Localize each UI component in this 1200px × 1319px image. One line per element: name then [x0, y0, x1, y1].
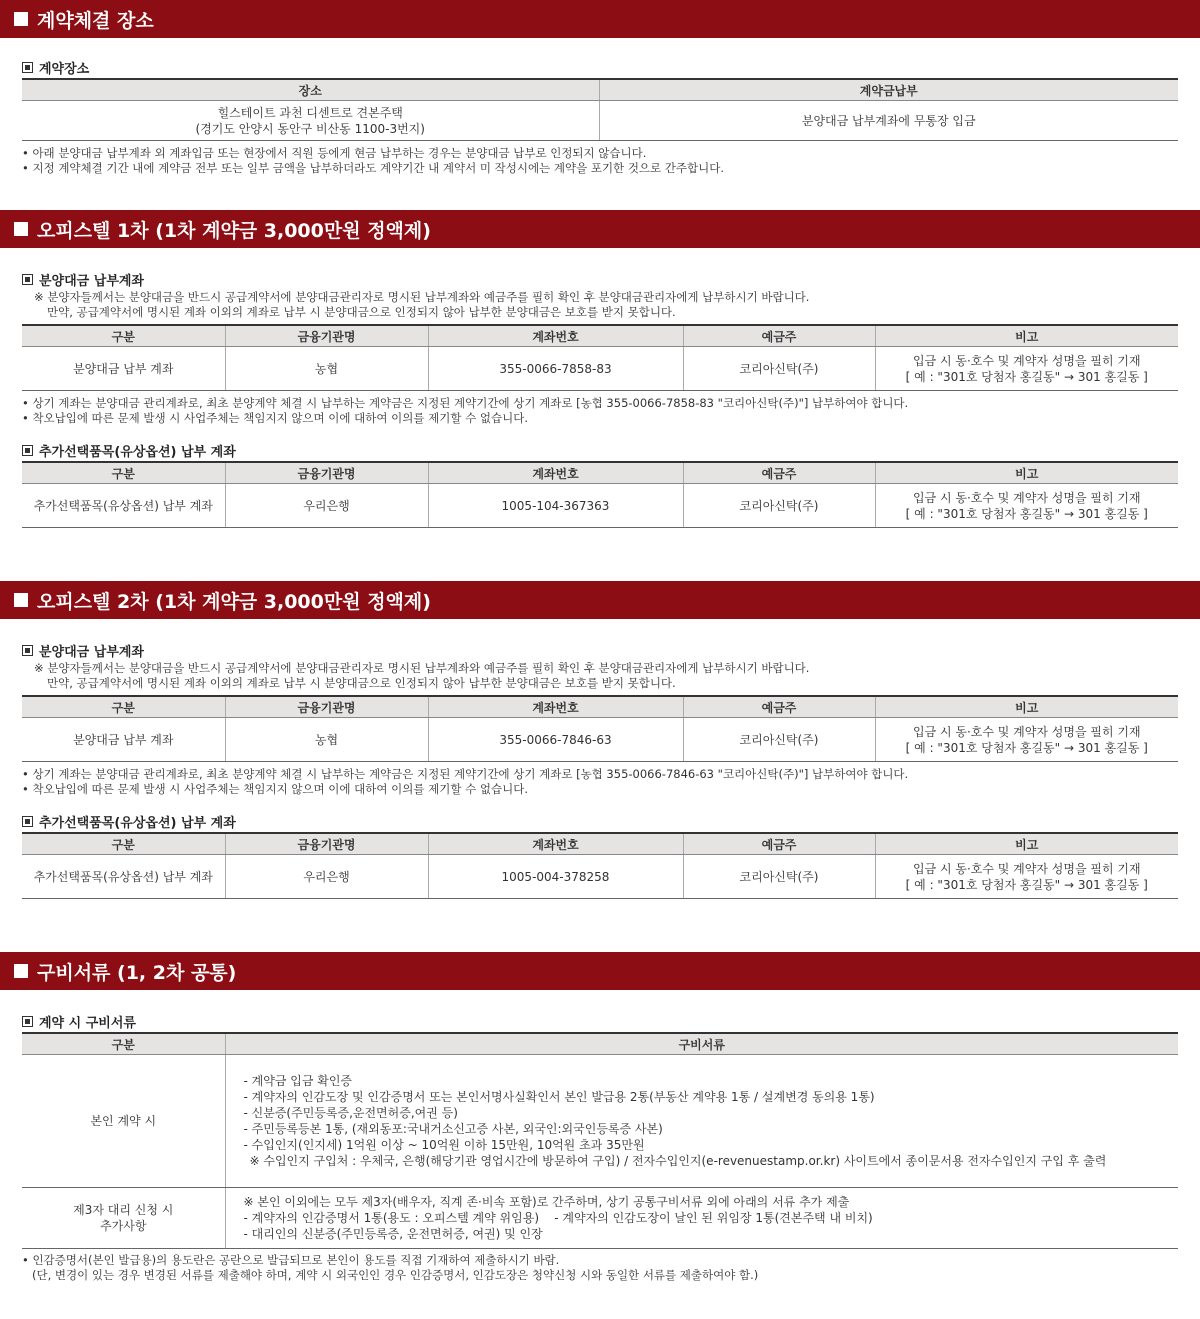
square-icon — [14, 12, 28, 26]
account-table — [22, 695, 1178, 762]
square-icon — [14, 964, 28, 978]
table-row — [22, 1188, 1178, 1249]
bullet-subtext: (단, 변경이 있는 경우 변경된 서류를 제출해야 하며, 계약 시 외국인인 경우 인감증명서, 인감도장은 청약신청 시와 동일한 서류를 제출하여야 함.) — [32, 1268, 759, 1282]
table-header: 계좌번호 — [428, 833, 683, 855]
section-title: 구비서류 (1, 2차 공통) — [37, 961, 237, 984]
bank-cell: 농협 — [225, 718, 428, 762]
table-header: 구분 — [22, 325, 225, 347]
remark-line: [ 예 : "301호 당첨자 홍길동" → 301 홍길동 ] — [905, 506, 1148, 521]
sub-heading-label: 분양대금 납부계좌 — [39, 644, 144, 660]
remark-cell — [875, 347, 1178, 391]
table-header: 구분 — [22, 833, 225, 855]
table-row — [22, 484, 1178, 528]
document-item: ※ 수입인지 구입처 : 우체국, 은행(해당기관 영업시간에 방문하여 구입) / 전자수입인지(e-revenuestamp.or.kr) 사이트에서 종이문서용 전자수입인지 구입 후 출력 — [249, 1154, 1107, 1168]
section-required-documents — [0, 952, 1200, 1283]
bullet-list — [22, 396, 1200, 426]
section-title: 오피스텔 1차 (1차 계약금 3,000만원 정액제) — [37, 219, 431, 242]
checkbox-icon — [22, 816, 33, 827]
remark-line: 입금 시 동·호수 및 계약자 성명을 필히 기재 — [912, 353, 1141, 368]
type-cell: 본인 계약 시 — [22, 1055, 225, 1188]
holder-cell: 코리아신탁(주) — [683, 718, 875, 762]
bullet-item: • 지정 계약체결 기간 내에 계약금 전부 또는 일부 금액을 납부하더라도 계약기간 내 계약서 미 작성시에는 계약을 포기한 것으로 간주합니다. — [22, 161, 1200, 176]
checkbox-icon — [22, 62, 33, 73]
document-item: ※ 본인 이외에는 모두 제3자(배우자, 직계 존·비속 포함)로 간주하며, 상기 공통구비서류 외에 아래의 서류 추가 제출 — [243, 1195, 850, 1209]
account-number-cell: 355-0066-7846-63 — [428, 718, 683, 762]
section-officetel-2 — [0, 581, 1200, 899]
table-header: 계좌번호 — [428, 325, 683, 347]
table-header: 비고 — [875, 833, 1178, 855]
sub-heading-label: 추가선택품목(유상옵션) 납부 계좌 — [39, 815, 236, 831]
table-header: 예금주 — [683, 325, 875, 347]
place-address: (경기도 안양시 동안구 비산동 1100-3번지) — [195, 121, 425, 136]
document-item: - 계약금 입금 확인증 — [243, 1074, 353, 1088]
table-header: 계약금납부 — [599, 79, 1178, 101]
sub-heading-label: 계약장소 — [39, 61, 90, 77]
type-cell — [22, 1188, 225, 1249]
table-header: 구분 — [22, 462, 225, 484]
table-header: 예금주 — [683, 696, 875, 718]
type-cell: 분양대금 납부 계좌 — [22, 347, 225, 391]
notice-text: 만약, 공급계약서에 명시된 계좌 이외의 계좌로 납부 시 분양대금으로 인정되지 않아 납부한 분양대금은 보호를 받지 못합니다. — [47, 305, 676, 319]
remark-line: 입금 시 동·호수 및 계약자 성명을 필히 기재 — [912, 724, 1141, 739]
sub-heading-label: 계약 시 구비서류 — [39, 1015, 136, 1031]
option-account-table — [22, 461, 1178, 528]
table-header: 금융기관명 — [225, 325, 428, 347]
table-header: 비고 — [875, 325, 1178, 347]
bullet-item: • 착오납입에 따른 문제 발생 시 사업주체는 책임지지 않으며 이에 대하여 이의를 제기할 수 없습니다. — [22, 782, 1200, 797]
document-item: - 대리인의 신분증(주민등록증, 운전면허증, 여권) 및 인장 — [243, 1227, 543, 1241]
notice-text: ※ 분양자들께서는 분양대금을 반드시 공급계약서에 분양대금관리자로 명시된 납부계좌와 예금주를 필히 확인 후 분양대금관리자에게 납부하시기 바랍니다. — [34, 661, 810, 675]
contract-place-table — [22, 78, 1178, 141]
account-number-cell: 355-0066-7858-83 — [428, 347, 683, 391]
table-row — [22, 347, 1178, 391]
section-header — [0, 581, 1200, 619]
documents-cell — [225, 1188, 1178, 1249]
bullet-item: • 아래 분양대금 납부계좌 외 계좌입금 또는 현장에서 직원 등에게 현금 납부하는 경우는 분양대금 납부로 인정되지 않습니다. — [22, 146, 1200, 161]
documents-cell — [225, 1055, 1178, 1188]
type-label: 제3자 대리 신청 시 — [73, 1203, 174, 1217]
table-header: 구분 — [22, 1033, 225, 1055]
document-item: - 계약자의 인감증명서 1통(용도 : 오피스텔 계약 위임용) - 계약자의 인감도장이 날인 된 위임장 1통(견본주택 내 비치) — [243, 1211, 873, 1225]
type-cell: 분양대금 납부 계좌 — [22, 718, 225, 762]
bank-cell: 농협 — [225, 347, 428, 391]
remark-cell — [875, 484, 1178, 528]
section-header — [0, 952, 1200, 990]
sub-heading — [22, 1012, 1200, 1030]
remark-line: [ 예 : "301호 당첨자 홍길동" → 301 홍길동 ] — [905, 740, 1148, 755]
account-number-cell: 1005-004-378258 — [428, 855, 683, 899]
documents-table — [22, 1032, 1178, 1249]
bank-cell: 우리은행 — [225, 855, 428, 899]
sub-heading — [22, 441, 1200, 459]
document-item: - 주민등록등본 1통, (재외동포:국내거소신고증 사본, 외국인:외국인등록증 사본) — [243, 1122, 663, 1136]
remark-cell — [875, 718, 1178, 762]
sub-heading-label: 분양대금 납부계좌 — [39, 273, 144, 289]
bullet-item: • 인감증명서(본인 발급용)의 용도란은 공란으로 발급되므로 본인이 용도를 직접 기재하여 제출하시기 바람. — [22, 1253, 1200, 1268]
section-title: 오피스텔 2차 (1차 계약금 3,000만원 정액제) — [37, 590, 431, 613]
document-item: - 계약자의 인감도장 및 인감증명서 또는 본인서명사실확인서 본인 발급용 2통(부동산 계약용 1통 / 설계변경 동의용 1통) — [243, 1090, 875, 1104]
section-header — [0, 0, 1200, 38]
place-cell — [22, 101, 599, 141]
notice-text: 만약, 공급계약서에 명시된 계좌 이외의 계좌로 납부 시 분양대금으로 인정되지 않아 납부한 분양대금은 보호를 받지 못합니다. — [47, 676, 676, 690]
remark-line: 입금 시 동·호수 및 계약자 성명을 필히 기재 — [912, 490, 1141, 505]
sub-heading — [22, 58, 1200, 76]
type-label: 추가사항 — [100, 1219, 147, 1233]
option-account-table — [22, 832, 1178, 899]
table-header: 예금주 — [683, 833, 875, 855]
checkbox-icon — [22, 1016, 33, 1027]
checkbox-icon — [22, 274, 33, 285]
bullet-item: • 착오납입에 따른 문제 발생 시 사업주체는 책임지지 않으며 이에 대하여 이의를 제기할 수 없습니다. — [22, 411, 1200, 426]
table-header: 구비서류 — [225, 1033, 1178, 1055]
remark-line: [ 예 : "301호 당첨자 홍길동" → 301 홍길동 ] — [905, 877, 1148, 892]
type-cell: 추가선택품목(유상옵션) 납부 계좌 — [22, 855, 225, 899]
payment-cell: 분양대금 납부계좌에 무통장 입금 — [599, 101, 1178, 141]
document-item: - 수입인지(인지세) 1억원 이상 ~ 10억원 이하 15만원, 10억원 초과 35만원 — [243, 1138, 645, 1152]
account-number-cell: 1005-104-367363 — [428, 484, 683, 528]
remark-line: [ 예 : "301호 당첨자 홍길동" → 301 홍길동 ] — [905, 369, 1148, 384]
sub-heading-label: 추가선택품목(유상옵션) 납부 계좌 — [39, 444, 236, 460]
table-header: 장소 — [22, 79, 599, 101]
section-officetel-1 — [0, 210, 1200, 528]
holder-cell: 코리아신탁(주) — [683, 347, 875, 391]
section-title: 계약체결 장소 — [37, 9, 154, 32]
table-row — [22, 718, 1178, 762]
table-header: 금융기관명 — [225, 833, 428, 855]
bullet-list — [22, 1253, 1200, 1283]
remark-cell — [875, 855, 1178, 899]
square-icon — [14, 593, 28, 607]
document-item: - 신분증(주민등록증,운전면허증,여권 등) — [243, 1106, 458, 1120]
bank-cell: 우리은행 — [225, 484, 428, 528]
table-header: 비고 — [875, 696, 1178, 718]
remark-line: 입금 시 동·호수 및 계약자 성명을 필히 기재 — [912, 861, 1141, 876]
sub-heading — [22, 812, 1200, 830]
square-icon — [14, 222, 28, 236]
table-header: 계좌번호 — [428, 696, 683, 718]
table-header: 금융기관명 — [225, 462, 428, 484]
table-header: 계좌번호 — [428, 462, 683, 484]
holder-cell: 코리아신탁(주) — [683, 484, 875, 528]
checkbox-icon — [22, 445, 33, 456]
table-header: 비고 — [875, 462, 1178, 484]
type-cell: 추가선택품목(유상옵션) 납부 계좌 — [22, 484, 225, 528]
notice-text: ※ 분양자들께서는 분양대금을 반드시 공급계약서에 분양대금관리자로 명시된 납부계좌와 예금주를 필히 확인 후 분양대금관리자에게 납부하시기 바랍니다. — [34, 290, 810, 304]
section-header — [0, 210, 1200, 248]
bullet-item: • 상기 계좌는 분양대금 관리계좌로, 최초 분양계약 체결 시 납부하는 계약금은 지정된 계약기간에 상기 계좌로 [농협 355-0066-7858-83 "코리아신탁(주)"] 납부하여야 합니다. — [22, 396, 1200, 411]
bullet-list — [22, 146, 1200, 176]
checkbox-icon — [22, 645, 33, 656]
bullet-list — [22, 767, 1200, 797]
section-contract-place — [0, 0, 1200, 176]
bullet-item: • 상기 계좌는 분양대금 관리계좌로, 최초 분양계약 체결 시 납부하는 계약금은 지정된 계약기간에 상기 계좌로 [농협 355-0066-7846-63 "코리아신탁(주)"] 납부하여야 합니다. — [22, 767, 1200, 782]
table-row — [22, 855, 1178, 899]
table-header: 구분 — [22, 696, 225, 718]
table-row — [22, 1055, 1178, 1188]
table-header: 금융기관명 — [225, 696, 428, 718]
holder-cell: 코리아신탁(주) — [683, 855, 875, 899]
table-header: 예금주 — [683, 462, 875, 484]
sub-heading — [22, 641, 1200, 659]
account-table — [22, 324, 1178, 391]
sub-heading — [22, 270, 1200, 288]
place-name: 힐스테이트 과천 디센트로 견본주택 — [217, 105, 403, 120]
